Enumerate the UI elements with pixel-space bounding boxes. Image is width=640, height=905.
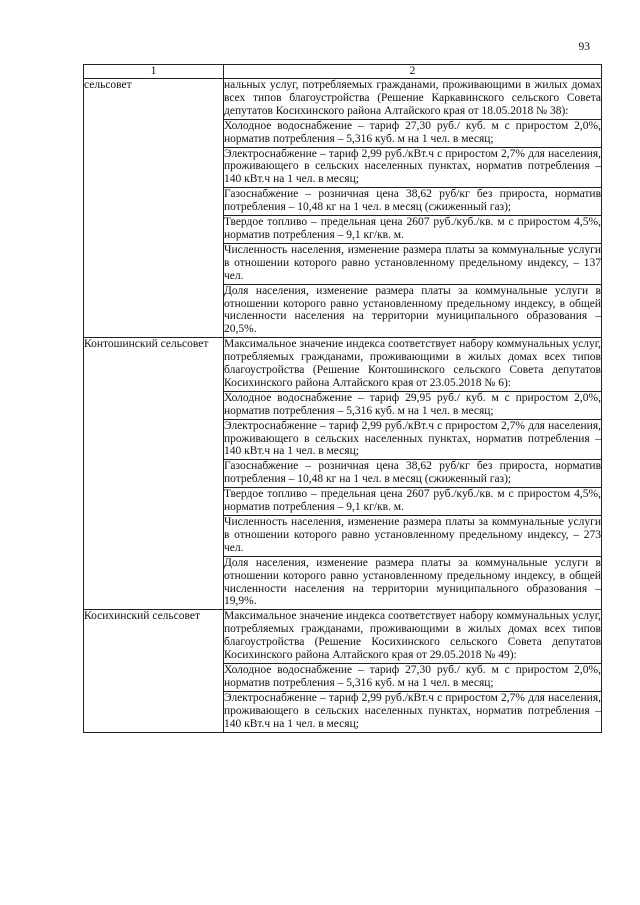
paragraph: Электроснабжение – тариф 2,99 руб./кВт.ч с приростом 2,7% для населения, проживающего в сельских населенных пунктах, норматив потребления – 140 кВт.ч на 1 чел. в месяц; bbox=[224, 148, 601, 189]
paragraph: Доля населения, изменение размера платы за коммунальные услуги в отношении которого равно установленному предельному индексу, в общей численности населения на территории муниципального образования – 20,5%. bbox=[224, 284, 601, 336]
paragraph: Доля населения, изменение размера платы за коммунальные услуги в отношении которого равно установленному предельному индексу, в общей численности населения на территории муниципального образования – 19,9%. bbox=[224, 556, 601, 608]
table-row bbox=[84, 338, 602, 610]
paragraph: Электроснабжение – тариф 2,99 руб./кВт.ч с приростом 2,7% для населения, проживающего в сельских населенных пунктах, норматив потребления – 140 кВт.ч на 1 чел. в месяц; bbox=[224, 691, 601, 730]
municipality-name: сельсовет bbox=[84, 79, 224, 338]
paragraph: Максимальное значение индекса соответствует набору коммунальных услуг, потребляемых гражданами, проживающими в жилых домах всех типов благоустройства (Решение Контошинского сельского Совета депутатов Косихинского района Алтайского края от 23.05.2018 № 6): bbox=[224, 338, 601, 392]
paragraph: Максимальное значение индекса соответствует набору коммунальных услуг, потребляемых гражданами, проживающими в жилых домах всех типов благоустройства (Решение Косихинского сельского Совета депутатов Косихинского района Алтайского края от 29.05.2018 № 49): bbox=[224, 610, 601, 664]
paragraph: Твердое топливо – предельная цена 2607 руб./куб./кв. м с приростом 4,5%, норматив потребления – 9,1 кг/кв. м. bbox=[224, 216, 601, 244]
index-description bbox=[224, 338, 602, 610]
table-header-row bbox=[84, 65, 602, 79]
paragraph: Газоснабжение – розничная цена 38,62 руб/кг без прироста, норматив потребления – 10,48 кг на 1 чел. в месяц (сжиженный газ); bbox=[224, 460, 601, 488]
municipality-name: Косихинский сельсовет bbox=[84, 610, 224, 732]
municipality-name: Контошинский сельсовет bbox=[84, 338, 224, 610]
paragraph: Холодное водоснабжение – тариф 27,30 руб./ куб. м с приростом 2,0%, норматив потребления – 5,316 куб. м на 1 чел. в месяц; bbox=[224, 120, 601, 148]
page-number: 93 bbox=[578, 41, 590, 53]
paragraph: Газоснабжение – розничная цена 38,62 руб/кг без прироста, норматив потребления – 10,48 кг на 1 чел. в месяц (сжиженный газ); bbox=[224, 188, 601, 216]
paragraph: нальных услуг, потребляемых гражданами, проживающими в жилых домах всех типов благоустройства (Решение Каркавинского сельского Совета депутатов Косихинского района Алтайского края от 18.05.2018 № 38): bbox=[224, 79, 601, 120]
municipal-index-table bbox=[83, 64, 602, 733]
paragraph: Твердое топливо – предельная цена 2607 руб./куб./кв. м с приростом 4,5%, норматив потребления – 9,1 кг/кв. м. bbox=[224, 488, 601, 516]
table-row bbox=[84, 610, 602, 732]
paragraph: Численность населения, изменение размера платы за коммунальные услуги в отношении которого равно установленному предельному индексу, – 137 чел. bbox=[224, 244, 601, 285]
index-description bbox=[224, 79, 602, 338]
table-row bbox=[84, 79, 602, 338]
paragraph: Холодное водоснабжение – тариф 27,30 руб./ куб. м с приростом 2,0%, норматив потребления – 5,316 куб. м на 1 чел. в месяц; bbox=[224, 664, 601, 692]
column-1-header: 1 bbox=[84, 65, 224, 79]
paragraph: Электроснабжение – тариф 2,99 руб./кВт.ч с приростом 2,7% для населения, проживающего в сельских населенных пунктах, норматив потребления – 140 кВт.ч на 1 чел. в месяц; bbox=[224, 420, 601, 461]
paragraph: Численность населения, изменение размера платы за коммунальные услуги в отношении которого равно установленному предельному индексу, – 273 чел. bbox=[224, 516, 601, 557]
index-description bbox=[224, 610, 602, 732]
paragraph: Холодное водоснабжение – тариф 29,95 руб./ куб. м с приростом 2,0%, норматив потребления – 5,316 куб. м на 1 чел. в месяц; bbox=[224, 392, 601, 420]
column-2-header: 2 bbox=[224, 65, 602, 79]
